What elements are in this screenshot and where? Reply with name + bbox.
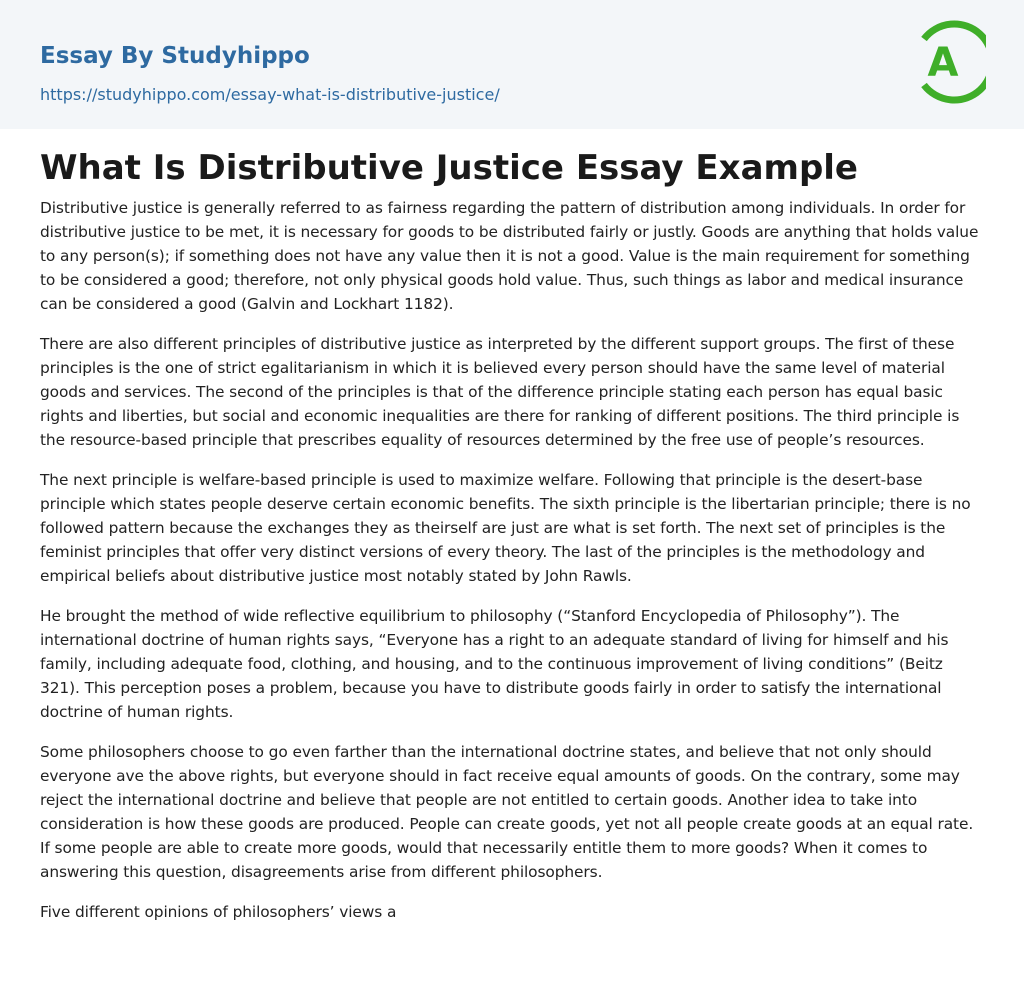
essay-paragraph-4: He brought the method of wide reflective equilibrium to philosophy (“Stanford Encyclopedia of Philosophy”). The international doctrine of human rights says, “Everyone has a right to an adequate standard of living for himself and his family, including adequate food, clothing, and housing, and to the continuous improvement of living conditions” (Beitz 321). This perception poses a problem, because you have to distribute goods fairly in order to satisfy the international doctrine of human rights. [40,607,949,721]
site-title: Essay By Studyhippo [40,43,310,69]
essay-paragraph-5: Some philosophers choose to go even farther than the international doctrine states, and believe that not only should everyone ave the above rights, but everyone should in fact receive equal amounts of goods. On the contrary, some may reject the international doctrine and believe that people are not entitled to certain goods. Another idea to take into consideration is how these goods are produced. People can create goods, yet not all people create goods at an equal rate. If some people are able to create more goods, would that necessarily entitle them to more goods? When it comes to answering this question, disagreements arise from different philosophers. [40,743,974,881]
essay-url-link[interactable]: https://studyhippo.com/essay-what-is-distributive-justice/ [40,85,500,104]
studyhippo-logo[interactable] [916,19,986,105]
essay-content [0,147,1024,924]
essay-paragraph-2: There are also different principles of distributive justice as interpreted by the different support groups. The first of these principles is the one of strict egalitarianism in which it is believed every person should have the same level of material goods and services. The second of the principles is that of the difference principle stating each person has equal basic rights and liberties, but social and economic inequalities are there for ranking of different positions. The third principle is the resource-based principle that prescribes equality of resources determined by the free use of people’s resources. [40,335,960,449]
essay-title: What Is Distributive Justice Essay Example [40,148,858,188]
essay-paragraph-3: The next principle is welfare-based principle is used to maximize welfare. Following that principle is the desert-base principle which states people deserve certain economic benefits. The sixth principle is the libertarian principle; there is no followed pattern because the exchanges they as theirself are just are what is set forth. The next set of principles is the feminist principles that offer very distinct versions of every theory. The last of the principles is the methodology and empirical beliefs about distributive justice most notably stated by John Rawls. [40,471,971,585]
essay-paragraph-1: Distributive justice is generally referred to as fairness regarding the pattern of distribution among individuals. In order for distributive justice to be met, it is necessary for goods to be distributed fairly or justly. Goods are anything that holds value to any person(s); if something does not have any value then it is not a good. Value is the main requirement for something to be considered a good; therefore, not only physical goods hold value. Thus, such things as labor and medical insurance can be considered a good (Galvin and Lockhart 1182). [40,199,979,313]
site-header [0,0,1024,129]
essay-paragraph-6: Five different opinions of philosophers’ views a [40,903,397,921]
logo-ring-icon [916,19,986,105]
logo-letter: A [927,40,959,86]
